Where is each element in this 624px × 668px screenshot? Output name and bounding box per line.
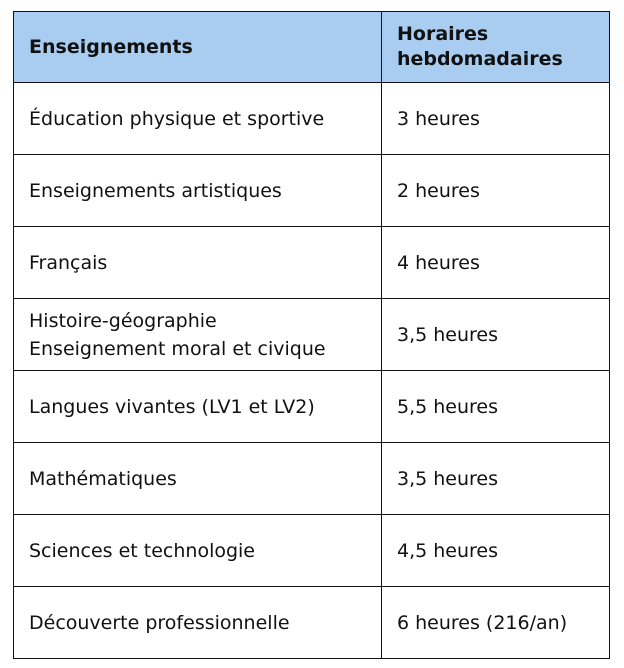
subject-cell	[14, 443, 382, 515]
table-row	[14, 155, 610, 227]
subject-label: Éducation physique et sportive	[29, 107, 325, 130]
hours-value: 3,5 heures	[397, 323, 499, 346]
hours-value: 6 heures (216/an)	[397, 611, 568, 634]
subject-label: Mathématiques	[29, 467, 177, 490]
table-row	[14, 83, 610, 155]
hours-value: 2 heures	[397, 179, 480, 202]
subject-cell	[14, 515, 382, 587]
subject-label: Sciences et technologie	[29, 539, 255, 562]
hours-cell	[382, 443, 610, 515]
table-row	[14, 299, 610, 371]
subject-cell	[14, 371, 382, 443]
subject-label: Langues vivantes (LV1 et LV2)	[29, 395, 315, 418]
table-row	[14, 515, 610, 587]
hours-value: 5,5 heures	[397, 395, 499, 418]
header-hours-line2: hebdomadaires	[397, 48, 563, 70]
weekly-hours-table	[13, 11, 610, 659]
subject-cell	[14, 155, 382, 227]
header-hours-line1: Horaires	[397, 23, 489, 45]
hours-value: 3,5 heures	[397, 467, 499, 490]
header-subject	[14, 12, 382, 83]
table-header-row	[14, 12, 610, 83]
table-row	[14, 443, 610, 515]
hours-cell	[382, 299, 610, 371]
header-subject-label: Enseignements	[29, 35, 193, 58]
header-hours	[382, 12, 610, 83]
hours-cell	[382, 83, 610, 155]
subject-label: Enseignements artistiques	[29, 179, 282, 202]
subject-cell	[14, 227, 382, 299]
table-row	[14, 371, 610, 443]
subject-cell	[14, 299, 382, 371]
table-row	[14, 227, 610, 299]
subject-cell	[14, 83, 382, 155]
hours-cell	[382, 515, 610, 587]
table-body	[14, 83, 610, 659]
subject-cell	[14, 587, 382, 659]
hours-cell	[382, 227, 610, 299]
hours-value: 4 heures	[397, 251, 480, 274]
subject-label: Découverte professionnelle	[29, 611, 290, 634]
subject-label: Français	[29, 251, 108, 274]
hours-cell	[382, 587, 610, 659]
subject-label: Enseignement moral et civique	[29, 337, 326, 360]
subject-label: Histoire-géographie	[29, 309, 217, 332]
hours-value: 3 heures	[397, 107, 480, 130]
hours-cell	[382, 155, 610, 227]
hours-cell	[382, 371, 610, 443]
hours-value: 4,5 heures	[397, 539, 499, 562]
table-row	[14, 587, 610, 659]
